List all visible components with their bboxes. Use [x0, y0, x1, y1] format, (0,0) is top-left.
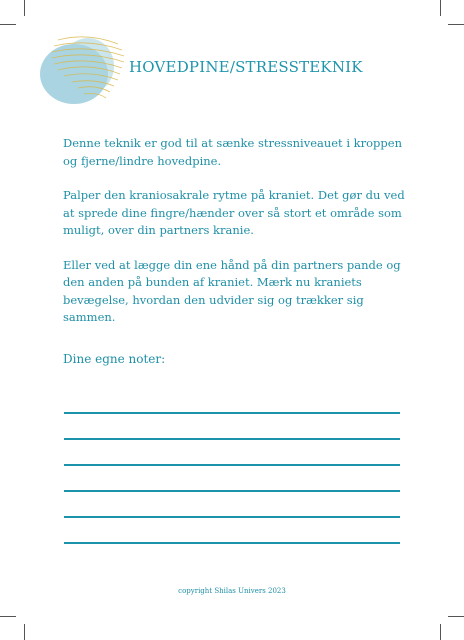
copyright-footer: copyright Shilas Univers 2023: [178, 587, 286, 595]
crop-mark-top-left-h: [0, 24, 16, 25]
crop-mark-bottom-right-h: [448, 616, 464, 617]
note-line[interactable]: [64, 490, 400, 492]
paragraph-intro: Denne teknik er god til at sænke stressniveauet i kroppen og fjerne/lindre hovedpine.: [63, 136, 402, 168]
crop-mark-bottom-right: [440, 624, 441, 640]
crop-mark-top-right-h: [448, 24, 464, 25]
watercolor-logo-icon: [38, 30, 126, 110]
note-line[interactable]: [64, 542, 400, 544]
notes-lines: [64, 412, 400, 568]
paragraph-palpate: Palper den kraniosakrale rytme på kraniet. Det gør du ved at sprede dine fingre/hænder over så stort et område som muligt, over din partners kranie.: [63, 188, 405, 237]
crop-mark-top-right: [440, 0, 441, 16]
notes-label: Dine egne noter:: [63, 352, 166, 366]
note-line[interactable]: [64, 516, 400, 518]
page-title: HOVEDPINE/STRESSTEKNIK: [129, 58, 363, 76]
crop-mark-bottom-left: [24, 624, 25, 640]
note-line[interactable]: [64, 464, 400, 466]
crop-mark-top-left: [24, 0, 25, 16]
paragraph-alternative: Eller ved at lægge din ene hånd på din partners pande og den anden på bunden af kraniet. Mærk nu kraniets bevægelse, hvordan den udvider sig og trækker sig sammen.: [63, 257, 401, 324]
body-text: [63, 135, 408, 344]
note-line[interactable]: [64, 412, 400, 414]
note-line[interactable]: [64, 438, 400, 440]
crop-mark-bottom-left-h: [0, 616, 16, 617]
